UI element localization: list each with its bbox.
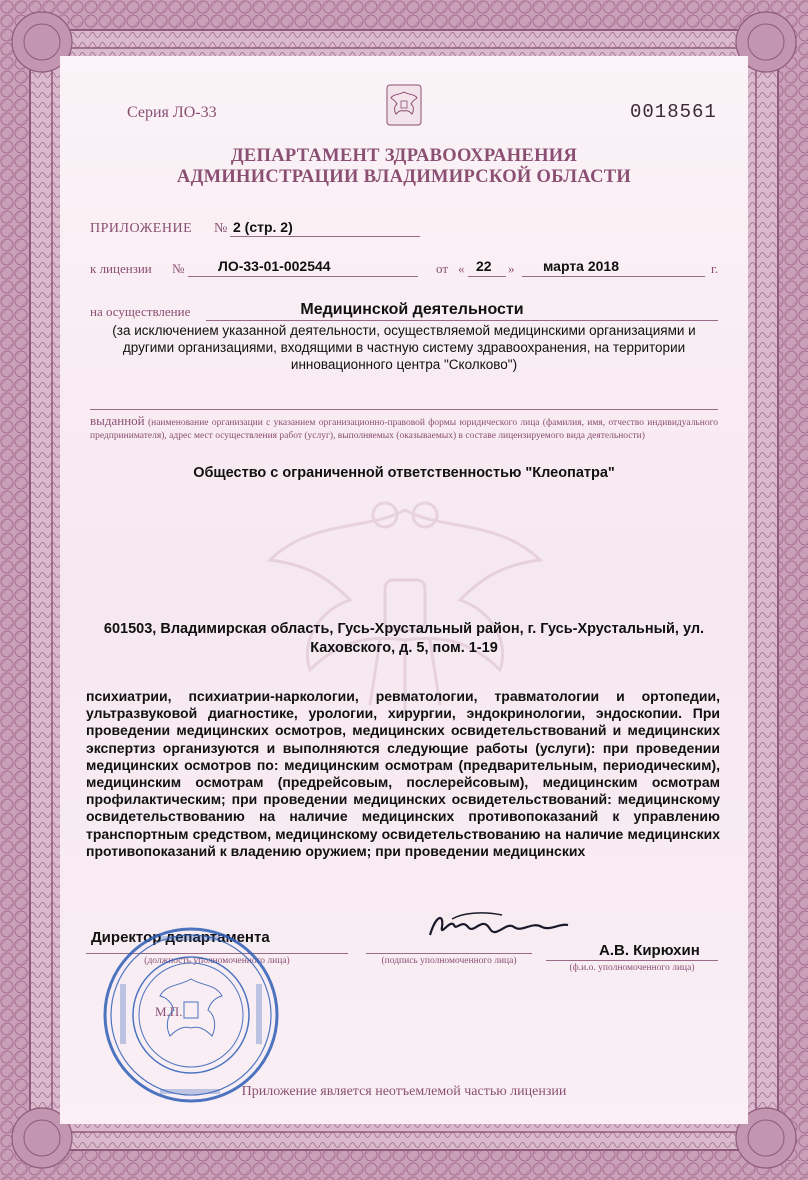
position-hint: (должность уполномоченного лица) xyxy=(144,956,290,966)
license-num-sign: № xyxy=(172,261,185,276)
issued-hint-block xyxy=(90,414,718,443)
series-label: Серия ЛО-33 xyxy=(127,104,217,121)
license-day: 22 xyxy=(476,258,492,274)
appendix-num-sign: № xyxy=(214,221,228,236)
mp-label: М.П. xyxy=(155,1004,183,1019)
footer-note: Приложение является неотъемлемой частью лицензии xyxy=(241,1084,567,1099)
activity-note: (за исключением указанной деятельности, осуществляемой медицинскими организациями и другими организациями, входящими в частную систему здравоохранения, на территории инновационного центра "Сколково") xyxy=(112,323,696,372)
license-from-label: от xyxy=(436,261,449,276)
address: 601503, Владимирская область, Гусь-Хрустальный район, г. Гусь-Хрустальный, ул. Каховского, д. 5, пом. 1-19 xyxy=(103,621,705,656)
signer-name: А.В. Кирюхин xyxy=(599,942,700,959)
official-stamp-icon xyxy=(100,924,282,1106)
handwritten-signature xyxy=(422,905,572,947)
form-number: 0018561 xyxy=(630,101,717,123)
signature-hint: (подпись уполномоченного лица) xyxy=(381,956,517,966)
name-hint: (ф.и.о. уполномоченного лица) xyxy=(569,963,695,973)
activity-label: на осуществление xyxy=(90,304,191,319)
appendix-label: ПРИЛОЖЕНИЕ xyxy=(90,221,193,236)
signer-position: Директор департамента xyxy=(91,929,270,946)
quote-close: » xyxy=(508,261,515,276)
license-year-suffix: г. xyxy=(711,261,719,276)
license-label: к лицензии xyxy=(90,261,152,276)
license-number: ЛО-33-01-002544 xyxy=(218,258,331,274)
quote-open: « xyxy=(458,261,465,276)
license-month-year: марта 2018 xyxy=(543,258,620,274)
coat-of-arms-icon xyxy=(386,84,422,126)
activity-title: Медицинской деятельности xyxy=(300,301,524,318)
issued-label: выданной xyxy=(90,413,145,428)
department-line1: ДЕПАРТАМЕНТ ЗДРАВООХРАНЕНИЯ xyxy=(230,146,578,166)
services-text: психиатрии, психиатрии-наркологии, ревматологии, травматологии и ортопедии, ультразвуковой диагностике, урологии, хирургии, эндокринологии, эндоскопии. При проведении медицинских осмотров, медицинских освидетельствований и медицинских экспертиз организуются и выполняются следующие работы (услуги): при проведении медицинских осмотров по: медицинским осмотрам (предварительным, периодическим), медицинским осмотрам (предрейсовым, послерейсовым), медицинским осмотрам профилактическим; при проведении медицинских освидетельствований: медицинскому освидетельствованию на наличие медицинских противопоказаний к управлению транспортным средством, медицинскому освидетельствованию на наличие медицинских противопоказаний к владению оружием; при проведении медицинских xyxy=(86,688,720,859)
organization-name: Общество с ограниченной ответственностью "Клеопатра" xyxy=(193,465,615,481)
issued-hint: (наименование организации с указанием организационно-правовой формы юридического лица (фамилия, имя, отчество индивидуального предпринимателя), адрес мест осуществления работ (услуг), выполняемых (оказываемых) в составе лицензируемого вида деятельности) xyxy=(90,418,719,441)
appendix-value: 2 (стр. 2) xyxy=(233,219,293,235)
department-line2: АДМИНИСТРАЦИИ ВЛАДИМИРСКОЙ ОБЛАСТИ xyxy=(176,167,632,187)
